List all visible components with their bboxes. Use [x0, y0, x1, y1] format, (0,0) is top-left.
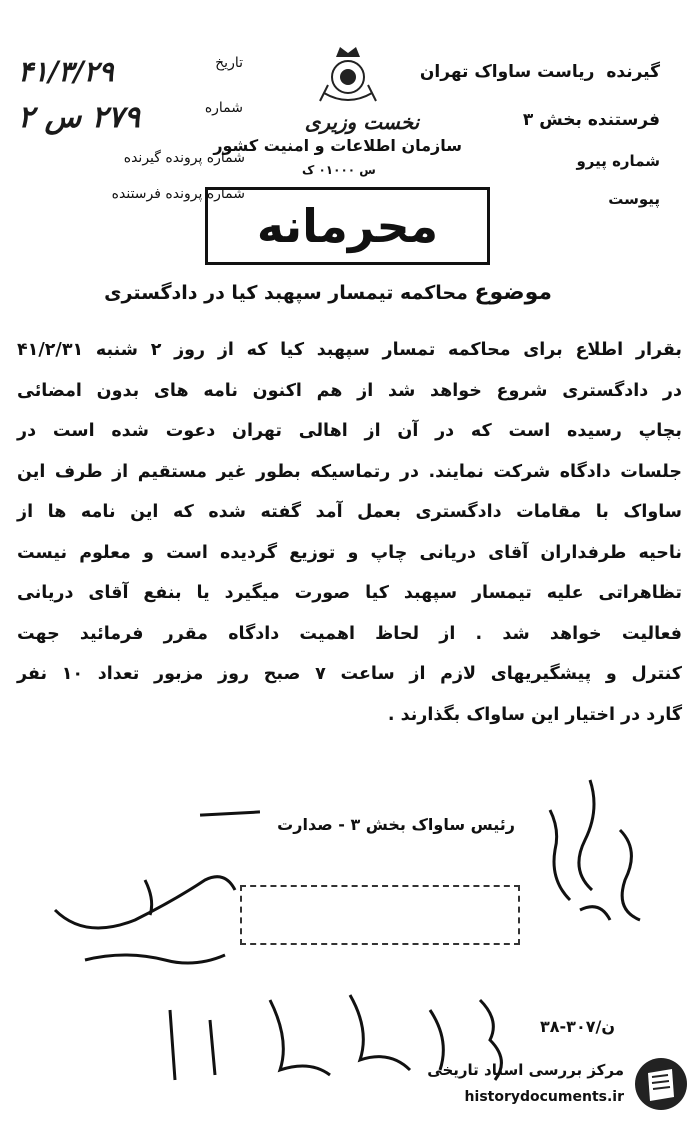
archive-site: historydocuments.ir — [464, 1089, 624, 1105]
archive-name: مرکز بررسی اسناد تاریخی — [427, 1061, 624, 1079]
subject-line — [104, 280, 552, 305]
strike-mark — [200, 810, 260, 816]
attachment-row — [608, 190, 660, 208]
sender-value: بخش ۳ — [522, 110, 582, 130]
lion-sun-emblem-icon — [318, 45, 378, 107]
recipient-row — [420, 62, 660, 82]
date-label: تاریخ — [215, 55, 243, 71]
body-line: گارد در اختیار این ساواک بگذارند . — [387, 704, 682, 725]
body-line: بقرار اطلاع برای محاکمه تمسار سپهبد کیا که از روز ۲ شنبه ۴۱/۲/۳۱ — [17, 340, 682, 360]
stamp-text: محرمانه — [256, 199, 439, 253]
secondary-stamp-box — [240, 885, 520, 945]
body-line: جلسات دادگاه شرکت نمایند. در رتماسیکه بطور غیر مستقیم از طرف این — [17, 461, 682, 482]
confidential-stamp — [205, 187, 490, 265]
sender-row — [523, 110, 660, 130]
archive-logo-icon — [632, 1055, 690, 1113]
date-row — [18, 55, 243, 88]
ref-number-label: شماره پیرو — [576, 152, 660, 170]
attachment-label: پیوست — [608, 190, 660, 208]
document-code: ن/۳۰۷-۳۸ — [540, 1017, 615, 1036]
ref-number-row — [576, 152, 660, 170]
number-row — [18, 100, 243, 135]
letter-body — [17, 330, 682, 735]
signature-line: رئیس ساواک بخش ۳ - صدارت — [277, 815, 515, 834]
body-line: در دادگستری شروع خواهد شد از هم اکنون نامه های بدون امضائی — [17, 380, 682, 401]
date-value: ۴۱/۳/۲۹ — [18, 55, 114, 88]
recipient-file-label: شماره پرونده گیرنده — [123, 150, 245, 166]
recipient-value: ریاست ساواک تهران — [419, 62, 595, 82]
number-value: ۲۷۹ س ۲ — [18, 100, 140, 135]
emblem-text — [213, 110, 462, 182]
emblem-code: س ۰۱۰۰۰ ک — [302, 163, 376, 177]
emblem-line1: نخست وزیری — [304, 110, 420, 134]
sender-file-label: شماره پرونده فرستنده — [111, 186, 245, 202]
body-line: تظاهراتی علیه تیمسار سپهبد کیا صورت میگیرد یا بنفع آقای دریانی — [17, 583, 682, 603]
number-label: شماره — [204, 100, 243, 116]
body-line: ساواک با مقامات دادگستری بعمل آمد گفته شده که این نامه ها از — [17, 502, 682, 522]
handwritten-notes-right-icon — [530, 770, 660, 930]
archive-watermark — [410, 1055, 690, 1117]
emblem-line2: سازمان اطلاعات و امنیت کشور — [213, 136, 462, 155]
sender-label: فرستنده — [587, 110, 660, 130]
body-line: بچاپ رسیده است که در آن از اهالی تهران دعوت شده است در — [17, 421, 682, 441]
body-line: کنترل و پیشگیریهای لازم از ساعت ۷ صبح روز مزبور تعداد ۱۰ نفر — [17, 664, 682, 684]
handwritten-notes-left-icon — [45, 860, 245, 980]
body-line: فعالیت خواهد شد . از لحاظ اهمیت دادگاه مقرر فرمائید جهت — [17, 623, 682, 644]
subject-label: موضوع — [474, 280, 552, 305]
recipient-label: گیرنده — [606, 62, 660, 82]
subject-text: محاکمه تیمسار سپهبد کیا در دادگستری — [104, 282, 468, 304]
body-line: ناحیه طرفداران آقای دریانی چاپ و توزیع گردیده است و معلوم نیست — [17, 542, 682, 563]
